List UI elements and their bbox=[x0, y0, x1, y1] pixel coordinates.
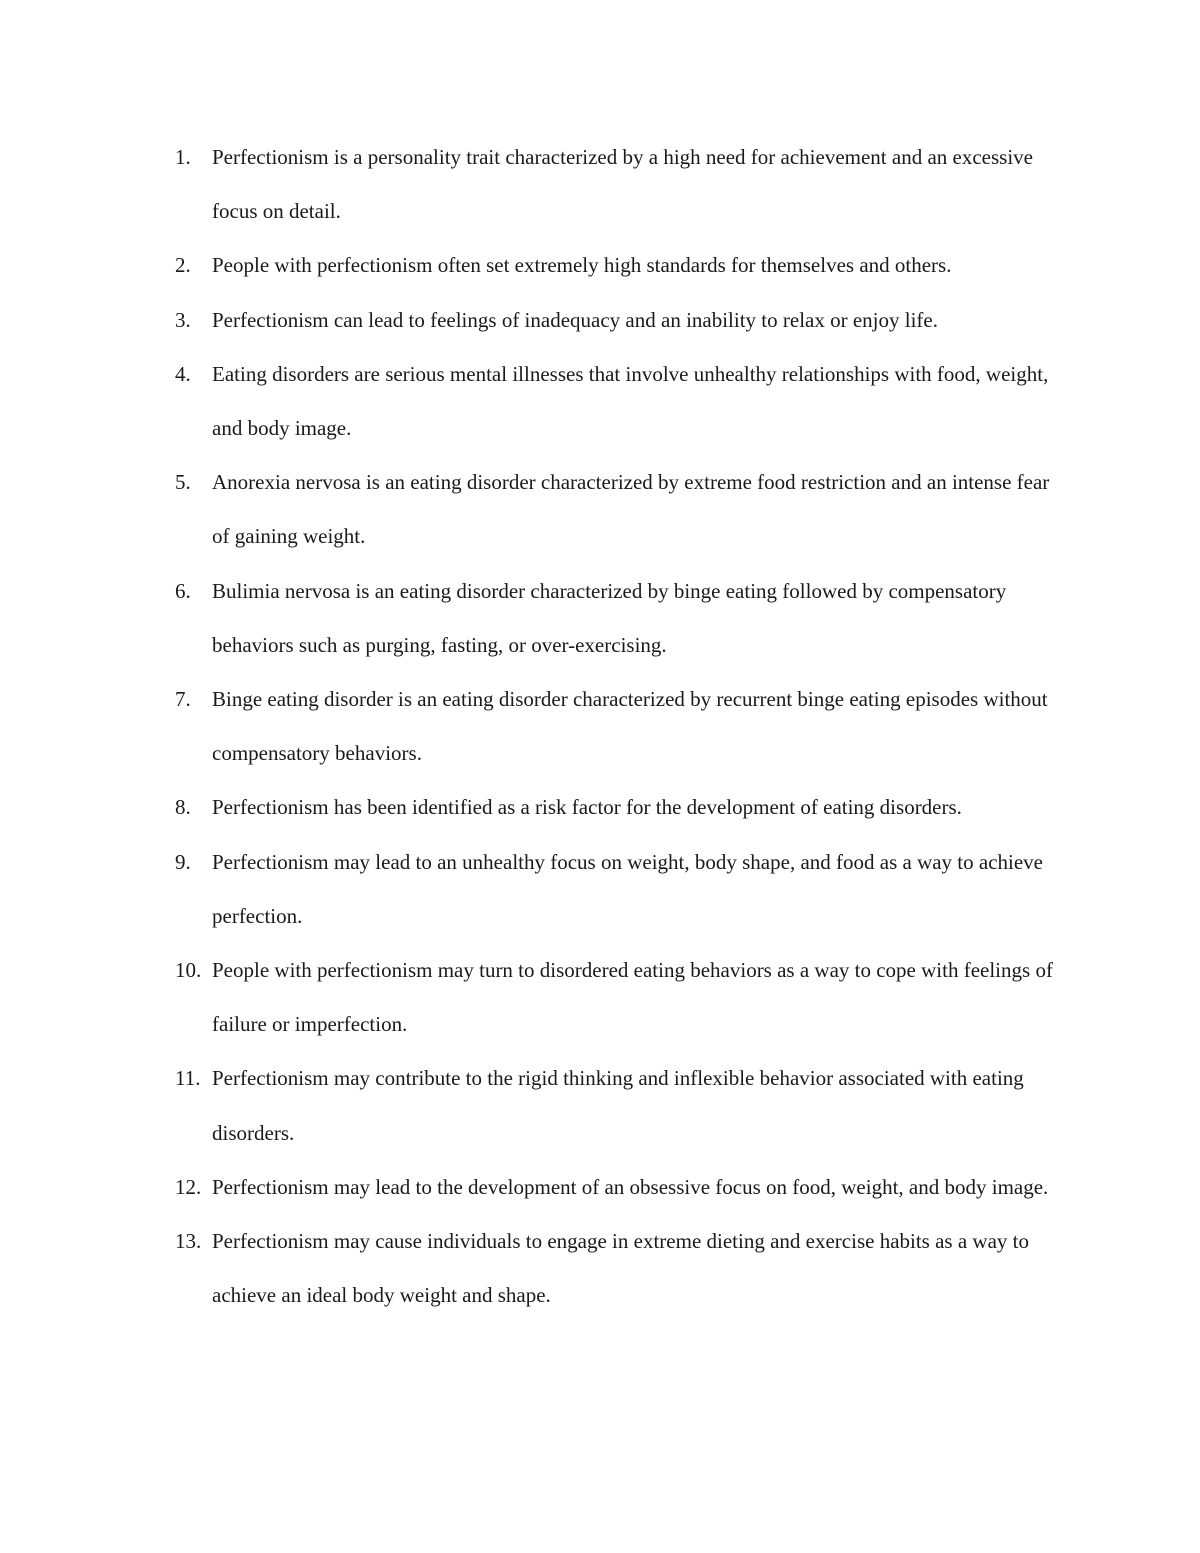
list-item-text: People with perfectionism often set extremely high standards for themselves and others. bbox=[212, 253, 952, 278]
list-item bbox=[150, 564, 1070, 672]
list-item-text: Perfectionism may contribute to the rigid thinking and inflexible behavior associated with eating disorders. bbox=[212, 1066, 1024, 1145]
list-item-text: Perfectionism can lead to feelings of inadequacy and an inability to relax or enjoy life. bbox=[212, 307, 938, 332]
list-item-number: 8. bbox=[175, 795, 191, 820]
list-item-number: 1. bbox=[175, 145, 191, 169]
list-item bbox=[150, 130, 1070, 238]
list-item-number: 13. bbox=[175, 1229, 202, 1254]
list-item-text: Anorexia nervosa is an eating disorder characterized by extreme food restriction and an intense fear of gaining weight. bbox=[212, 470, 1050, 549]
list-item bbox=[150, 1214, 1070, 1322]
list-item-number: 9. bbox=[175, 849, 191, 874]
list-item bbox=[150, 1051, 1070, 1159]
list-item-number: 3. bbox=[175, 307, 191, 332]
list-item-number: 11. bbox=[175, 1066, 201, 1091]
list-item-number: 12. bbox=[175, 1174, 202, 1199]
list-item-text: Perfectionism may lead to the development of an obsessive focus on food, weight, and body image. bbox=[212, 1174, 1049, 1199]
list-item bbox=[150, 780, 1070, 834]
list-item bbox=[150, 455, 1070, 563]
list-item-text: Perfectionism may lead to an unhealthy focus on weight, body shape, and food as a way to achieve perfection. bbox=[212, 849, 1044, 928]
list-item-number: 5. bbox=[175, 470, 191, 495]
list-item-number: 10. bbox=[175, 958, 202, 983]
list-item-number: 4. bbox=[175, 361, 191, 386]
list-item bbox=[150, 943, 1070, 1051]
list-item-text: Bulimia nervosa is an eating disorder characterized by binge eating followed by compensatory behaviors such as purging, fasting, or over-exercising. bbox=[212, 578, 1007, 657]
list-item-number: 2. bbox=[175, 253, 191, 278]
numbered-list bbox=[150, 130, 1070, 1322]
list-item bbox=[150, 347, 1070, 455]
list-item bbox=[150, 835, 1070, 943]
list-item bbox=[150, 293, 1070, 347]
list-item bbox=[150, 1160, 1070, 1214]
list-item-text: Eating disorders are serious mental illnesses that involve unhealthy relationships with food, weight, and body image. bbox=[212, 361, 1049, 441]
list-item bbox=[150, 672, 1070, 780]
list-item-number: 6. bbox=[175, 578, 191, 603]
list-item-number: 7. bbox=[175, 687, 191, 712]
list-item-text: Perfectionism has been identified as a risk factor for the development of eating disorders. bbox=[212, 795, 962, 820]
list-item-text: Perfectionism may cause individuals to engage in extreme dieting and exercise habits as a way to achieve an ideal body weight and shape. bbox=[212, 1229, 1029, 1308]
list-item-text: Perfectionism is a personality trait characterized by a high need for achievement and an excessive focus on detail. bbox=[212, 145, 1033, 224]
list-item bbox=[150, 238, 1070, 292]
list-item-text: People with perfectionism may turn to disordered eating behaviors as a way to cope with feelings of failure or imperfection. bbox=[212, 958, 1053, 1037]
list-item-text: Binge eating disorder is an eating disorder characterized by recurrent binge eating episodes without compensatory behaviors. bbox=[212, 687, 1048, 766]
